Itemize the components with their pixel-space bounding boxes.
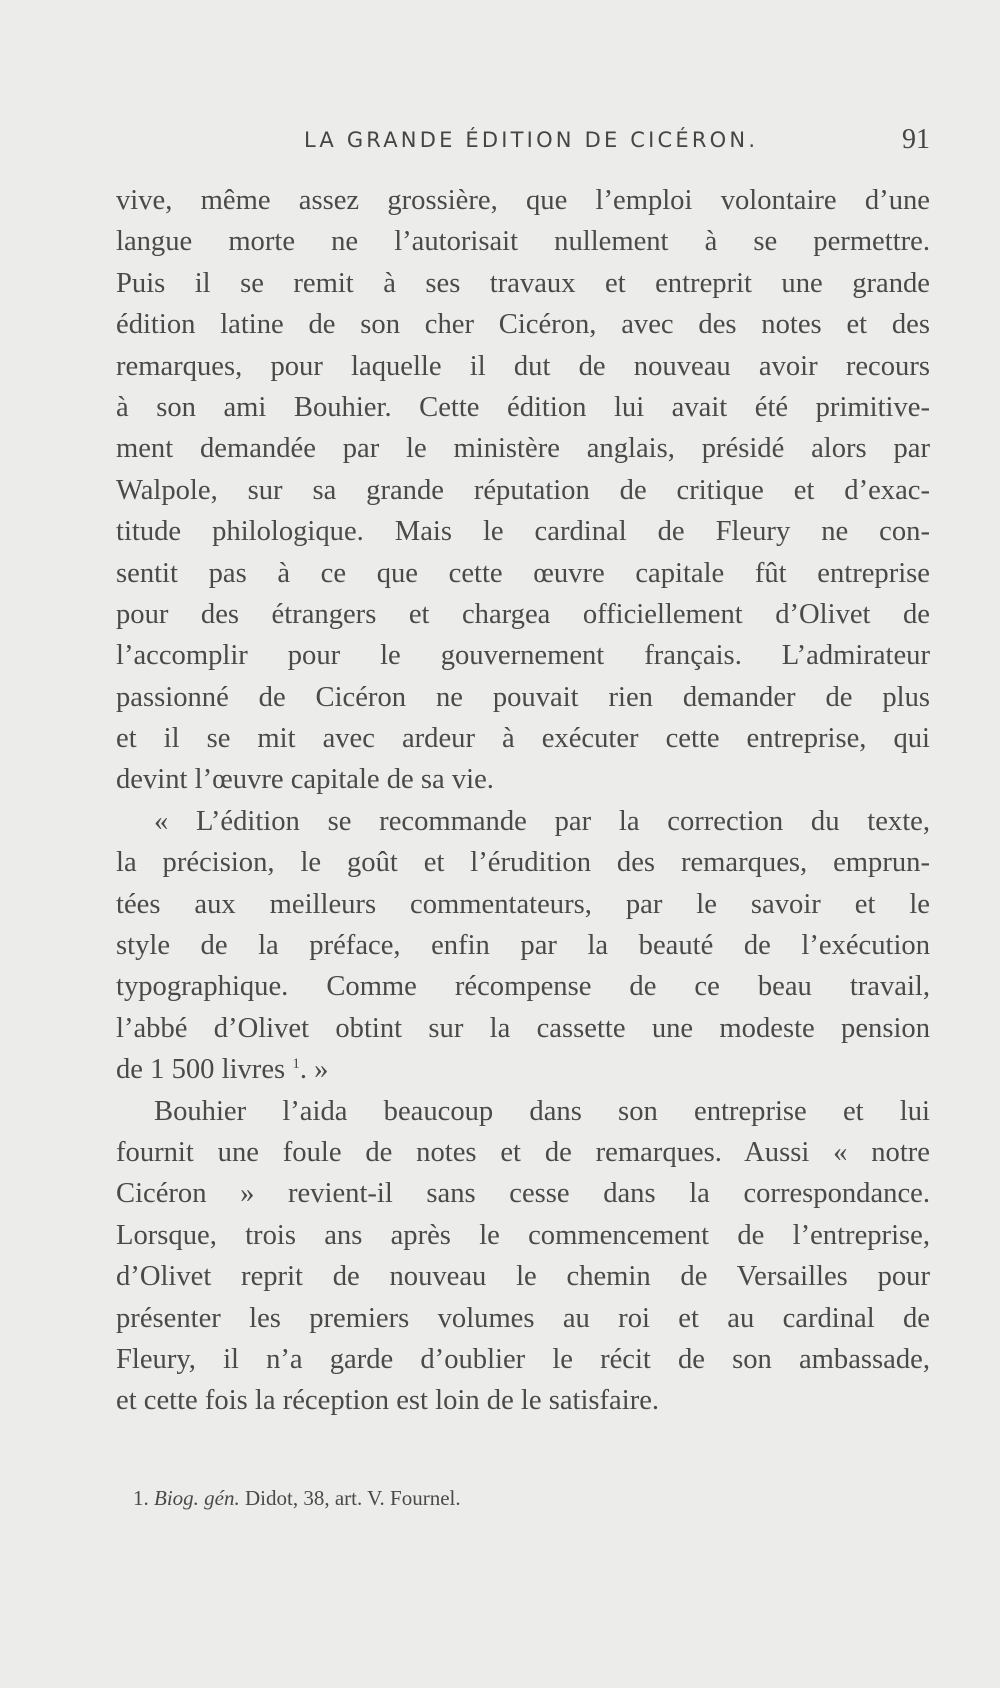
text-line: la précision, le goût et l’érudition des remarques, emprun- xyxy=(116,847,930,879)
running-title: LA GRANDE ÉDITION DE CICÉRON. xyxy=(304,128,759,152)
text-line: Cicéron » revient-il sans cesse dans la correspondance. xyxy=(116,1178,930,1210)
footnote-text: Didot, 38, art. V. Fournel. xyxy=(244,1486,461,1510)
text-line: et il se mit avec ardeur à exécuter cette entreprise, qui xyxy=(116,723,930,755)
text-line: Bouhier l’aida beaucoup dans son entreprise et lui xyxy=(154,1095,930,1127)
text-line: Walpole, sur sa grande réputation de critique et d’exac- xyxy=(116,474,930,506)
text-line: sentit pas à ce que cette œuvre capitale fût entreprise xyxy=(116,557,930,589)
text-line: fournit une foule de notes et de remarques. Aussi « notre xyxy=(116,1136,930,1168)
text-line: Lorsque, trois ans après le commencement de l’entreprise, xyxy=(116,1219,930,1251)
text-line: d’Olivet reprit de nouveau le chemin de Versailles pour xyxy=(116,1261,930,1293)
paragraph xyxy=(116,180,930,801)
page-number: 91 xyxy=(902,124,930,155)
text-line: présenter les premiers volumes au roi et au cardinal de xyxy=(116,1302,930,1334)
text-line: ment demandée par le ministère anglais, présidé alors par xyxy=(116,433,930,465)
text-line: Fleury, il n’a garde d’oublier le récit de son ambassade, xyxy=(116,1343,930,1375)
text-line: devint l’œuvre capitale de sa vie. xyxy=(116,764,494,796)
text-line: titude philologique. Mais le cardinal de Fleury ne con- xyxy=(116,516,930,548)
text-line-content: de 1 500 livres xyxy=(116,1054,286,1086)
text-line: à son ami Bouhier. Cette édition lui avait été primitive- xyxy=(116,391,930,423)
body-text xyxy=(116,180,930,1422)
closing-quote: . » xyxy=(299,1054,329,1086)
footnote-work: Biog. gén. xyxy=(154,1486,240,1510)
text-line: « L’édition se recommande par la correction du texte, xyxy=(154,805,930,837)
footnote-reference: 1 xyxy=(292,1056,300,1073)
text-line: édition latine de son cher Cicéron, avec des notes et des xyxy=(116,309,930,341)
text-line: passionné de Cicéron ne pouvait rien demander de plus xyxy=(116,681,930,713)
running-head xyxy=(118,124,930,158)
text-line: Puis il se remit à ses travaux et entreprit une grande xyxy=(116,267,930,299)
text-line xyxy=(116,1049,930,1090)
text-line: et cette fois la réception est loin de le satisfaire. xyxy=(116,1385,660,1417)
text-line: vive, même assez grossière, que l’emploi volontaire d’une xyxy=(116,185,930,216)
footnote xyxy=(133,1486,461,1511)
paragraph xyxy=(116,801,930,1091)
text-line: remarques, pour laquelle il dut de nouveau avoir recours xyxy=(116,350,930,382)
text-line: pour des étrangers et chargea officiellement d’Olivet de xyxy=(116,598,930,630)
text-line: tées aux meilleurs commentateurs, par le savoir et le xyxy=(116,888,930,920)
text-line: typographique. Comme récompense de ce beau travail, xyxy=(116,971,930,1003)
footnote-number: 1. xyxy=(133,1486,149,1510)
text-line: l’accomplir pour le gouvernement français. L’admirateur xyxy=(116,640,930,672)
text-line: style de la préface, enfin par la beauté de l’exécution xyxy=(116,930,930,962)
paragraph xyxy=(116,1091,930,1422)
text-line: l’abbé d’Olivet obtint sur la cassette une modeste pension xyxy=(116,1012,930,1044)
text-line: langue morte ne l’autorisait nullement à se permettre. xyxy=(116,226,930,258)
